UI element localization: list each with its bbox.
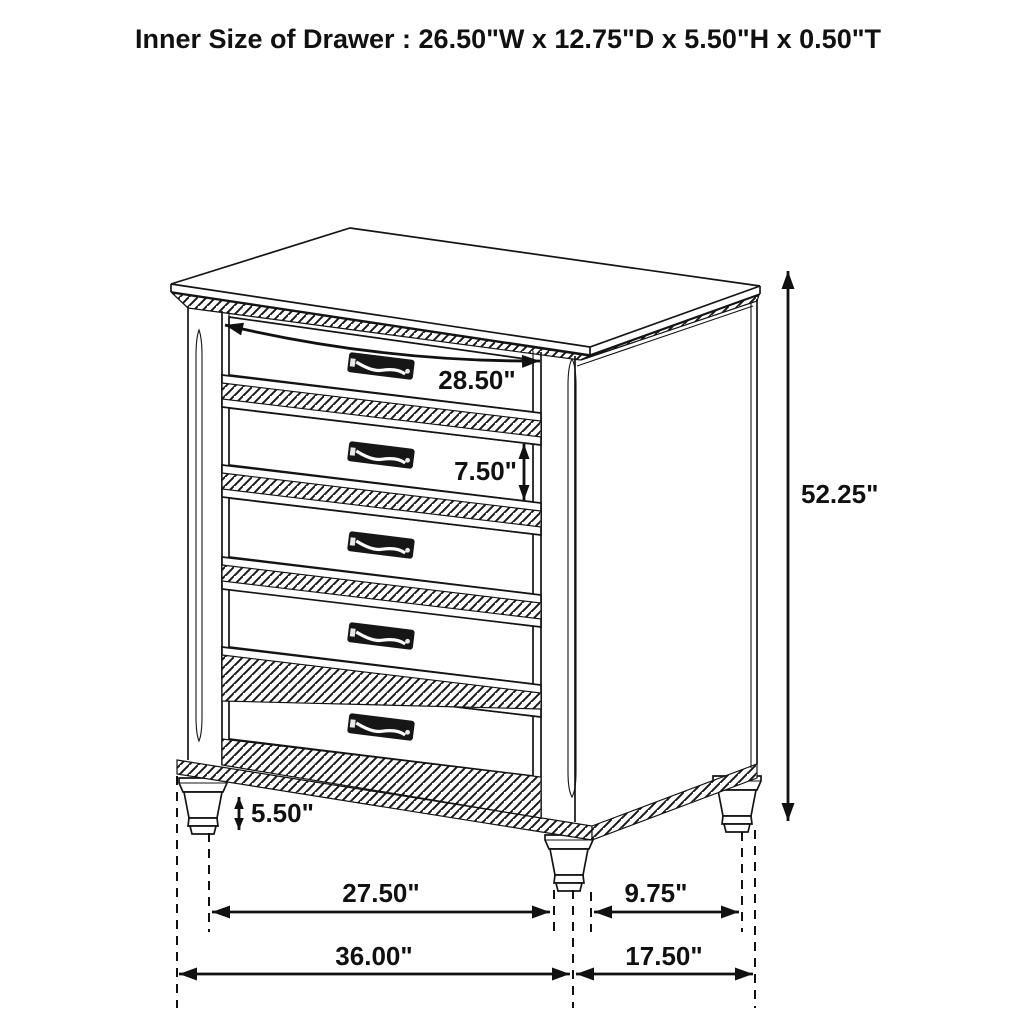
dim-label-drawer-width: 28.50" [438,365,516,395]
dim-label-overall-width: 36.00" [335,941,413,971]
dim-label-drawer-height: 7.50" [454,456,517,486]
dim-label-side-leg-spacing: 9.75" [624,878,688,908]
dim-label-overall-height: 52.25" [801,479,879,509]
dim-label-foot-height: 5.50" [251,798,314,828]
dim-label-overall-depth: 17.50" [625,941,703,971]
dim-label-front-leg-spacing: 27.50" [342,878,420,908]
diagram-title: Inner Size of Drawer : 26.50"W x 12.75"D x 5.50"H x 0.50"T [134,24,882,54]
